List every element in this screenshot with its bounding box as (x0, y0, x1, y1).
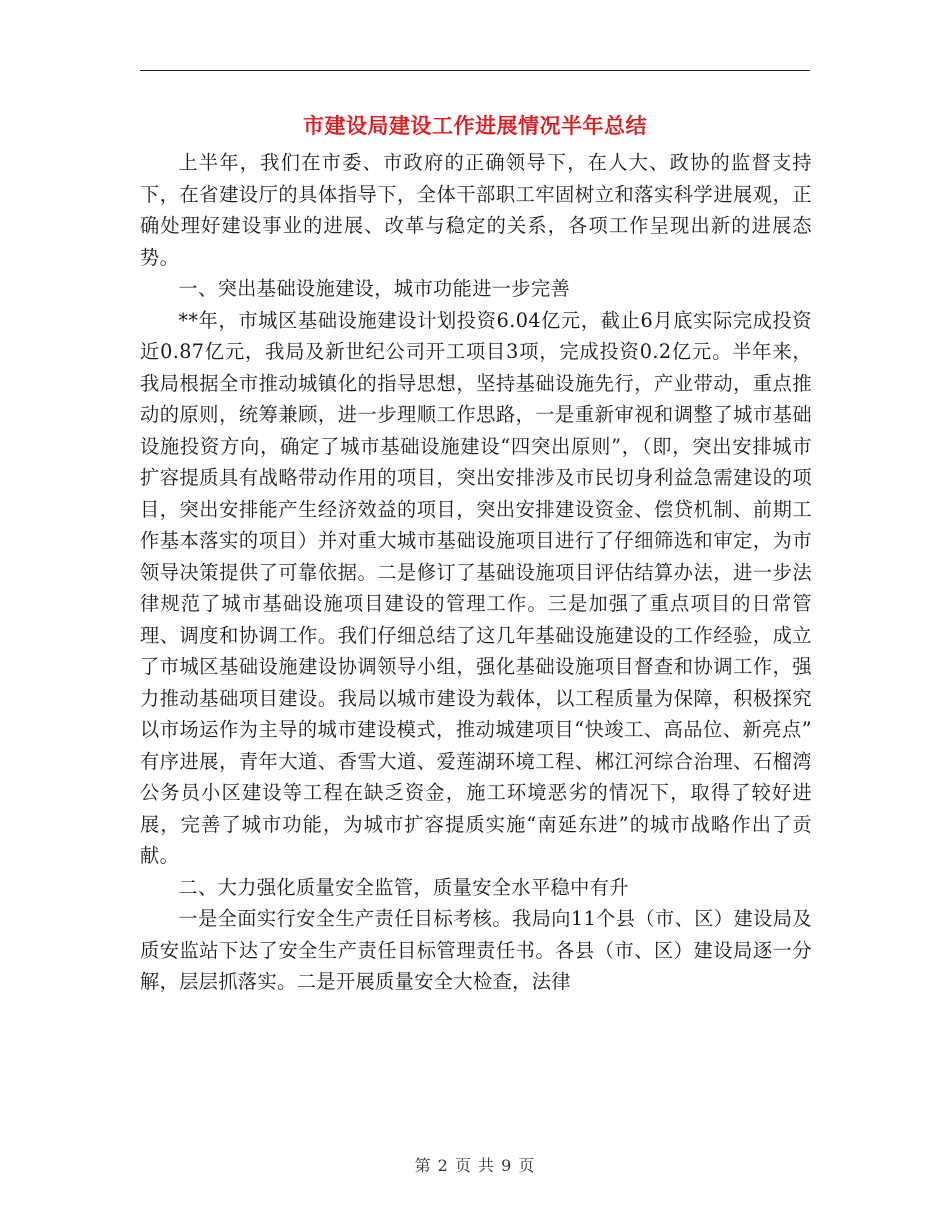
section-heading-1: 一、突出基础设施建设，城市功能进一步完善 (178, 277, 571, 300)
page-number: 第 2 页 共 9 页 (414, 1156, 536, 1175)
document-title: 市建设局建设工作进展情况半年总结 (303, 113, 647, 138)
paragraph-intro: 上半年，我们在市委、市政府的正确领导下，在人大、政协的监督支持下，在省建设厅的具体指导下，全体干部职工牢固树立和落实科学进展观，正确处理好建设事业的进展、改革与稳定的关系，各项工作呈现出新的进展态势。 (140, 151, 812, 269)
paragraph-infrastructure: **年，市城区基础设施建设计划投资6.04亿元，截止6月底实际完成投资近0.87亿元，我局及新世纪公司开工项目3项，完成投资0.2亿元。半年来，我局根据全市推动城镇化的指导思想，坚持基础设施先行，产业带动，重点推动的原则，统筹兼顾，进一步理顺工作思路，一是重新审视和调整了城市基础设施投资方向，确定了城市基础设施建设“四突出原则”，（即，突出安排城市扩容提质具有战略带动作用的项目，突出安排涉及市民切身利益急需建设的项目，突出安排能产生经济效益的项目，突出安排建设资金、偿贷机制、前期工作基本落实的项目）并对重大城市基础设施项目进行了仔细筛选和审定，为市领导决策提供了可靠依据。二是修订了基础设施项目评估结算办法，进一步法律规范了城市基础设施项目建设的管理工作。三是加强了重点项目的日常管理、调度和协调工作。我们仔细总结了这几年基础设施建设的工作经验，成立了市城区基础设施建设协调领导小组，强化基础设施项目督查和协调工作，强力推动基础项目建设。我局以城市建设为载体，以工程质量为保障，积极探究以市场运作为主导的城市建设模式，推动城建项目“快竣工、高品位、新亮点” 有序进展，青年大道、香雪大道、爱莲湖环境工程、郴江河综合治理、石榴湾公务员小区建设等工程在缺乏资金，施工环境恶劣的情况下，取得了较好进展，完善了城市功能，为城市扩容提质实施“南延东进”的城市战略作出了贡献。 (140, 308, 812, 867)
section-heading-2: 二、大力强化质量安全监管，质量安全水平稳中有升 (178, 875, 629, 899)
header-rule (140, 70, 810, 71)
document-body (140, 147, 812, 998)
paragraph-safety: 一是全面实行安全生产责任目标考核。我局向11个县（市、区）建设局及质安监站下达了安全生产责任目标管理责任书。各县（市、区）建设局逐一分解，层层抓落实。二是开展质量安全大检查，法律 (140, 907, 812, 993)
